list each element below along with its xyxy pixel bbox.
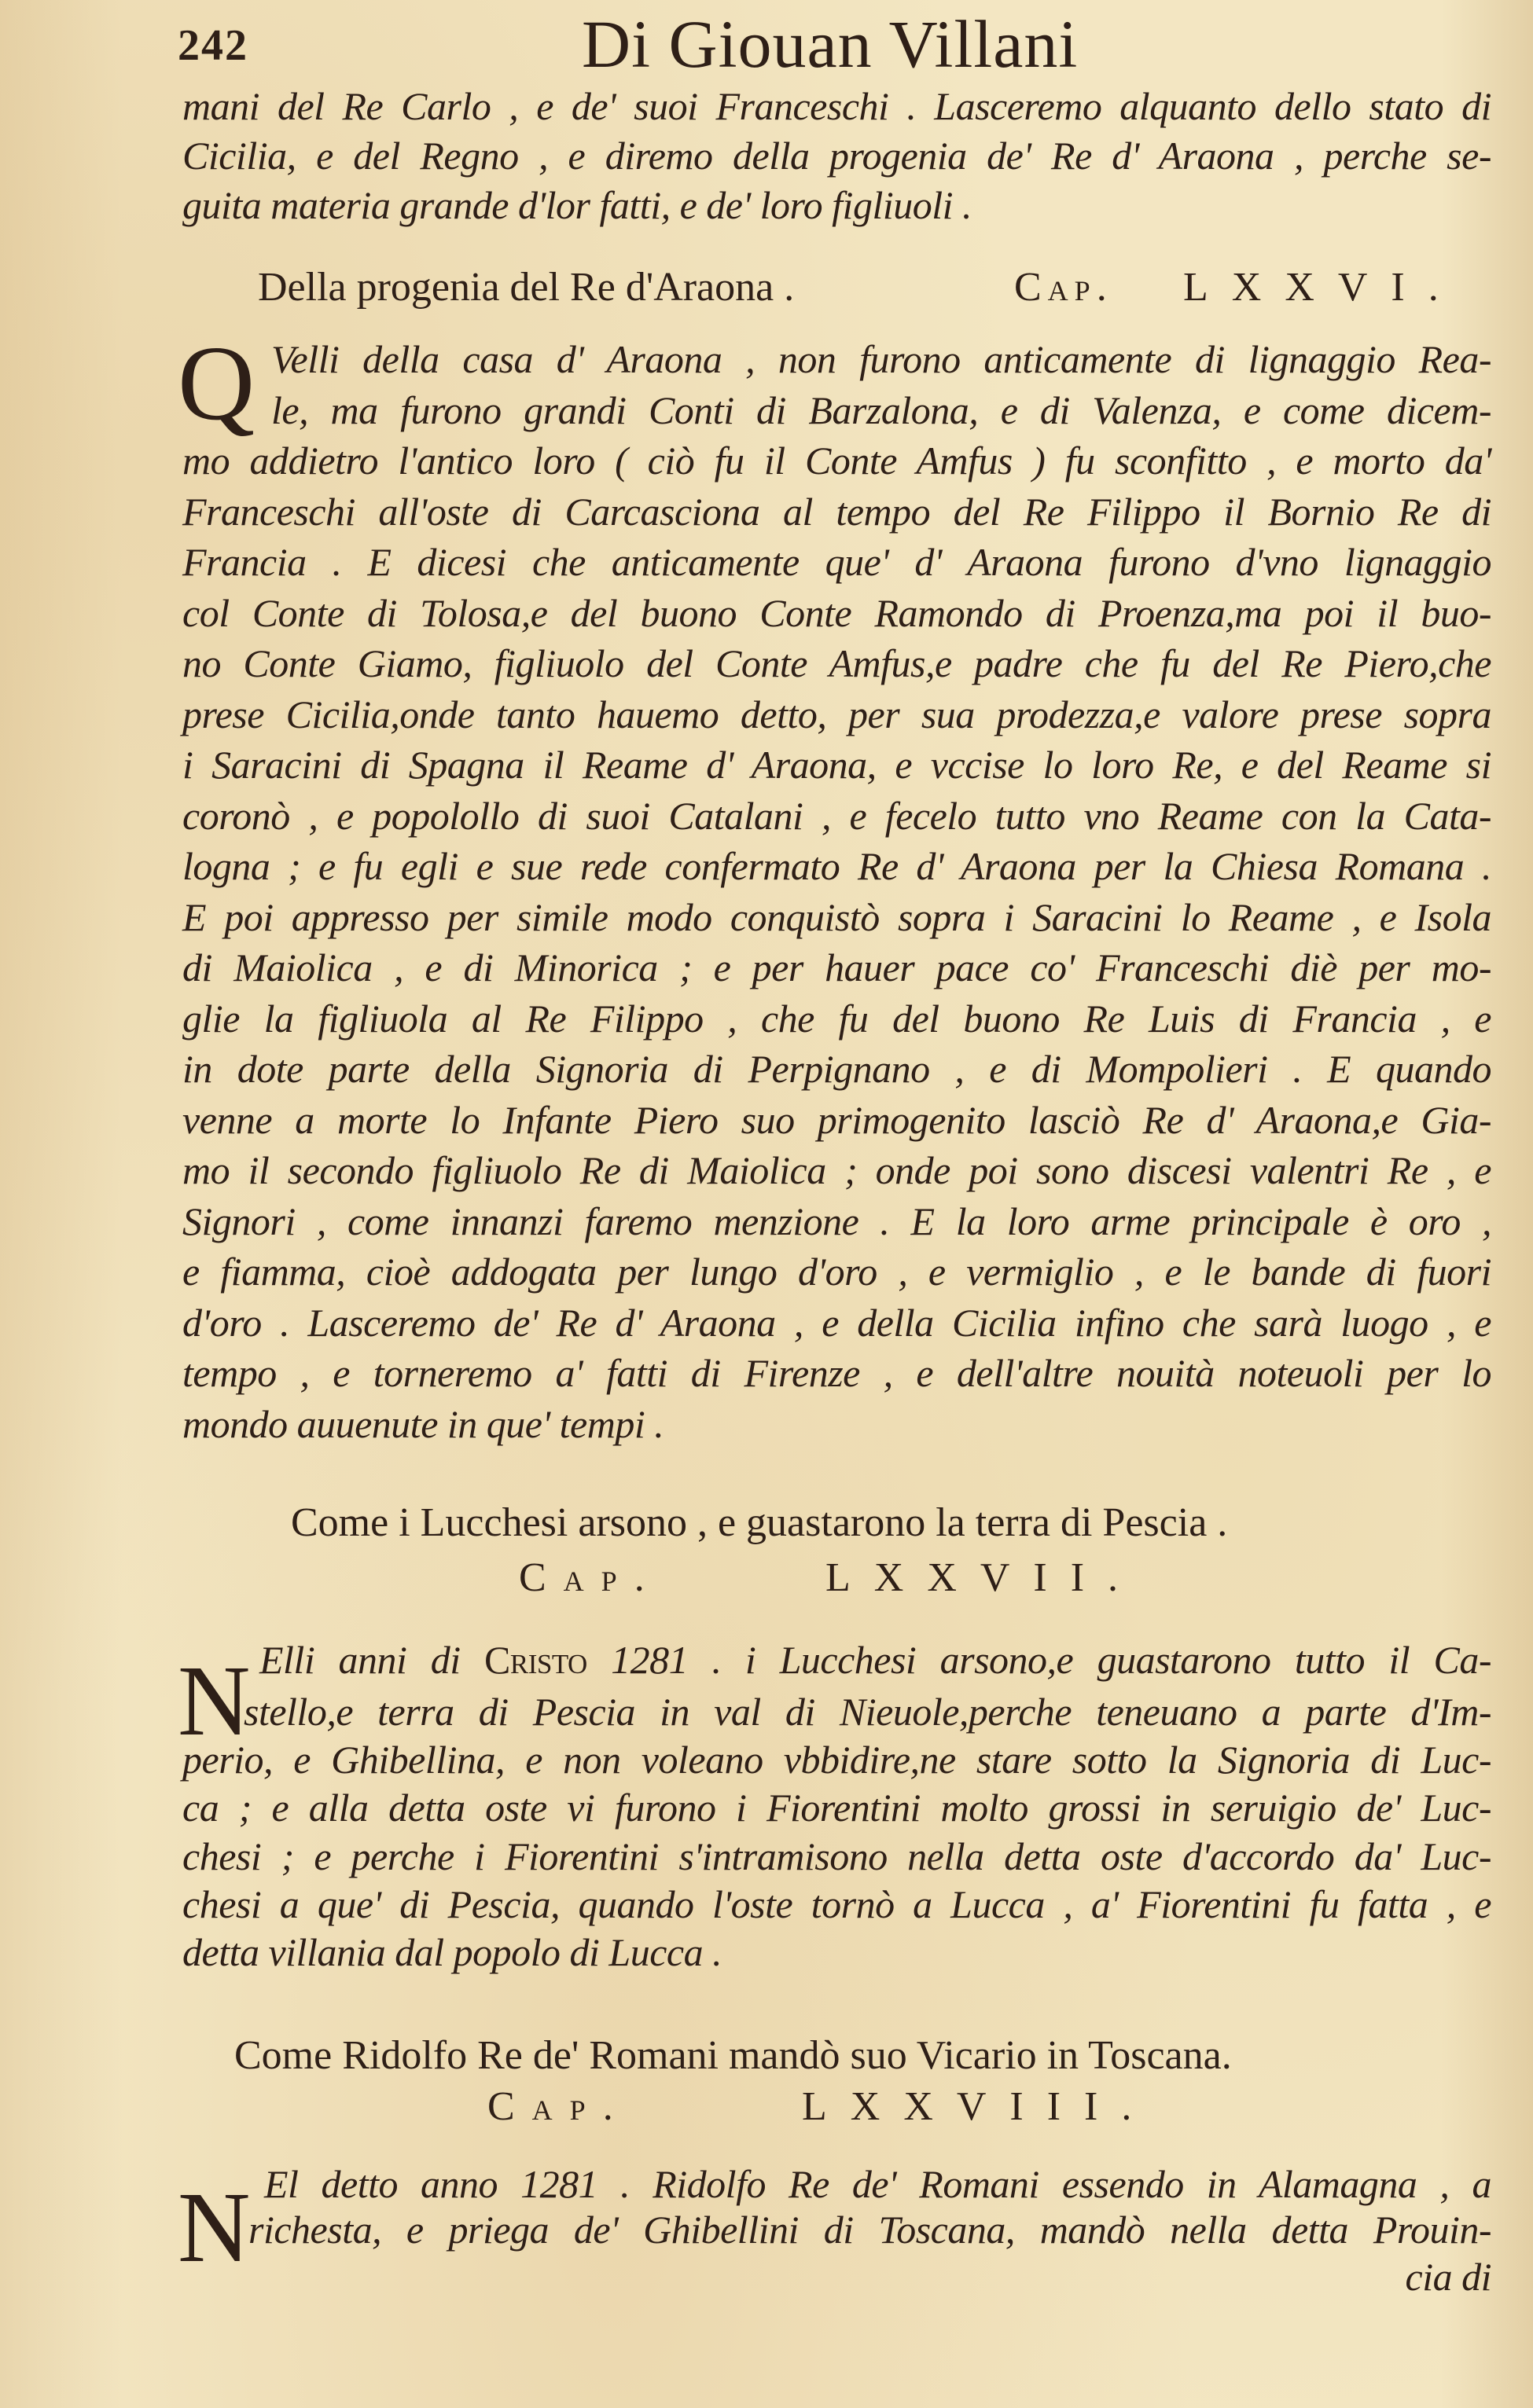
text-line: Franceschi all'oste di Carcasciona al tempo del Re Filippo il Bornio Re di — [182, 490, 1491, 534]
page-number: 242 — [178, 21, 248, 70]
text-line: glie la figliuola al Re Filippo , che fu del buono Re Luis di Francia , e — [182, 997, 1491, 1041]
text-line: guita materia grande d'lor fatti, e de' loro figliuoli . — [182, 183, 972, 227]
text-line: in dote parte della Signoria di Perpignano , e di Mompolieri . E quando — [182, 1047, 1491, 1091]
chapter-cap-label: Cap. — [1014, 265, 1113, 310]
chapter-number: LXXVI. — [1183, 265, 1462, 310]
text-line: mani del Re Carlo , e de' suoi Franceschi . Lasceremo alquanto dello stato di — [182, 84, 1491, 128]
chapter-heading: Della progenia del Re d'Araona . — [258, 265, 795, 310]
text-line: El detto anno 1281 . Ridolfo Re de' Romani essendo in Alamagna , a — [264, 2162, 1491, 2206]
text-line: Velli della casa d' Araona , non furono anticamente di lignaggio Rea- — [271, 337, 1491, 381]
text-line — [259, 1638, 1491, 1682]
text-line: le, ma furono grandi Conti di Barzalona, e di Valenza, e come dicem- — [271, 388, 1491, 432]
text-line: mo addietro l'antico loro ( ciò fu il Conte Amfus ) fu sconfitto , e morto da' — [182, 439, 1491, 483]
text-line: stello,e terra di Pescia in val di Nieuole,perche teneuano a parte d'Im- — [244, 1690, 1491, 1734]
text-line: coronò , e popolollo di suoi Catalani , e fecelo tutto vno Reame con la Cata- — [182, 794, 1491, 838]
text-line: col Conte di Tolosa,e del buono Conte Ramondo di Proenza,ma poi il buo- — [182, 591, 1491, 635]
text-line: Francia . E dicesi che anticamente que' d' Araona furono d'vno lignaggio — [182, 540, 1491, 584]
chapter-heading: Come Ridolfo Re de' Romani mandò suo Vicario in Toscana. — [234, 2033, 1232, 2078]
text-line: E poi appresso per simile modo conquistò sopra i Saracini lo Reame , e Isola — [182, 895, 1491, 939]
text-line: prese Cicilia,onde tanto hauemo detto, per sua prodezza,e valore prese sopra — [182, 692, 1491, 736]
chapter-cap-label: Cap. — [519, 1555, 662, 1600]
catchword: cia di — [1405, 2255, 1491, 2299]
text-fragment-smallcaps: Cristo — [484, 1638, 587, 1682]
text-line: perio, e Ghibellina, e non voleano vbbidire,ne stare sotto la Signoria di Luc- — [182, 1738, 1491, 1782]
text-line: detta villania dal popolo di Lucca . — [182, 1930, 722, 1974]
text-line: ca ; e alla detta oste vi furono i Fiorentini molto grossi in seruigio de' Luc- — [182, 1786, 1491, 1830]
text-line: logna ; e fu egli e sue rede confermato Re d' Araona per la Chiesa Romana . — [182, 844, 1491, 888]
chapter-number: LXXVIII. — [802, 2084, 1156, 2129]
text-line: i Saracini di Spagna il Reame d' Araona, e vccise lo loro Re, e del Reame si — [182, 743, 1491, 787]
text-line: e fiamma, cioè addogata per lungo d'oro , e vermiglio , e le bande di fuori — [182, 1250, 1491, 1294]
text-line: Cicilia, e del Regno , e diremo della progenia de' Re d' Araona , perche se- — [182, 134, 1491, 178]
drop-cap: N — [178, 1645, 251, 1756]
drop-cap: N — [178, 2171, 251, 2283]
text-line: d'oro . Lasceremo de' Re d' Araona , e della Cicilia infino che sarà luogo , e — [182, 1301, 1491, 1345]
text-fragment: Elli anni di — [259, 1638, 484, 1682]
chapter-number: LXXVII. — [825, 1555, 1142, 1600]
running-head-title: Di Giouan Villani — [582, 6, 1079, 82]
text-line: mo il secondo figliuolo Re di Maiolica ; onde poi sono discesi valentri Re , e — [182, 1148, 1491, 1192]
text-line: mondo auuenute in que' tempi . — [182, 1402, 664, 1446]
text-line: chesi a que' di Pescia, quando l'oste tornò a Lucca , a' Fiorentini fu fatta , e — [182, 1882, 1491, 1926]
drop-cap: Q — [178, 325, 256, 442]
chapter-heading: Come i Lucchesi arsono , e guastarono la terra di Pescia . — [291, 1500, 1228, 1545]
text-line: di Maiolica , e di Minorica ; e per hauer pace co' Franceschi diè per mo- — [182, 945, 1491, 989]
text-line: richesta, e priega de' Ghibellini di Toscana, mandò nella detta Prouin- — [248, 2208, 1491, 2252]
text-line: venne a morte lo Infante Piero suo primogenito lasciò Re d' Araona,e Gia- — [182, 1098, 1491, 1142]
text-line: tempo , e torneremo a' fatti di Firenze , e dell'altre nouità noteuoli per lo — [182, 1351, 1491, 1395]
chapter-cap-label: Cap. — [487, 2084, 630, 2129]
text-fragment: 1281 . i Lucchesi arsono,e guastarono tutto il Ca- — [586, 1638, 1491, 1682]
text-line: chesi ; e perche i Fiorentini s'intramisono nella detta oste d'accordo da' Luc- — [182, 1834, 1491, 1878]
text-line: Signori , come innanzi faremo menzione . E la loro arme principale è oro , — [182, 1199, 1491, 1243]
text-line: no Conte Giamo, figliuolo del Conte Amfus,e padre che fu del Re Piero,che — [182, 641, 1491, 685]
